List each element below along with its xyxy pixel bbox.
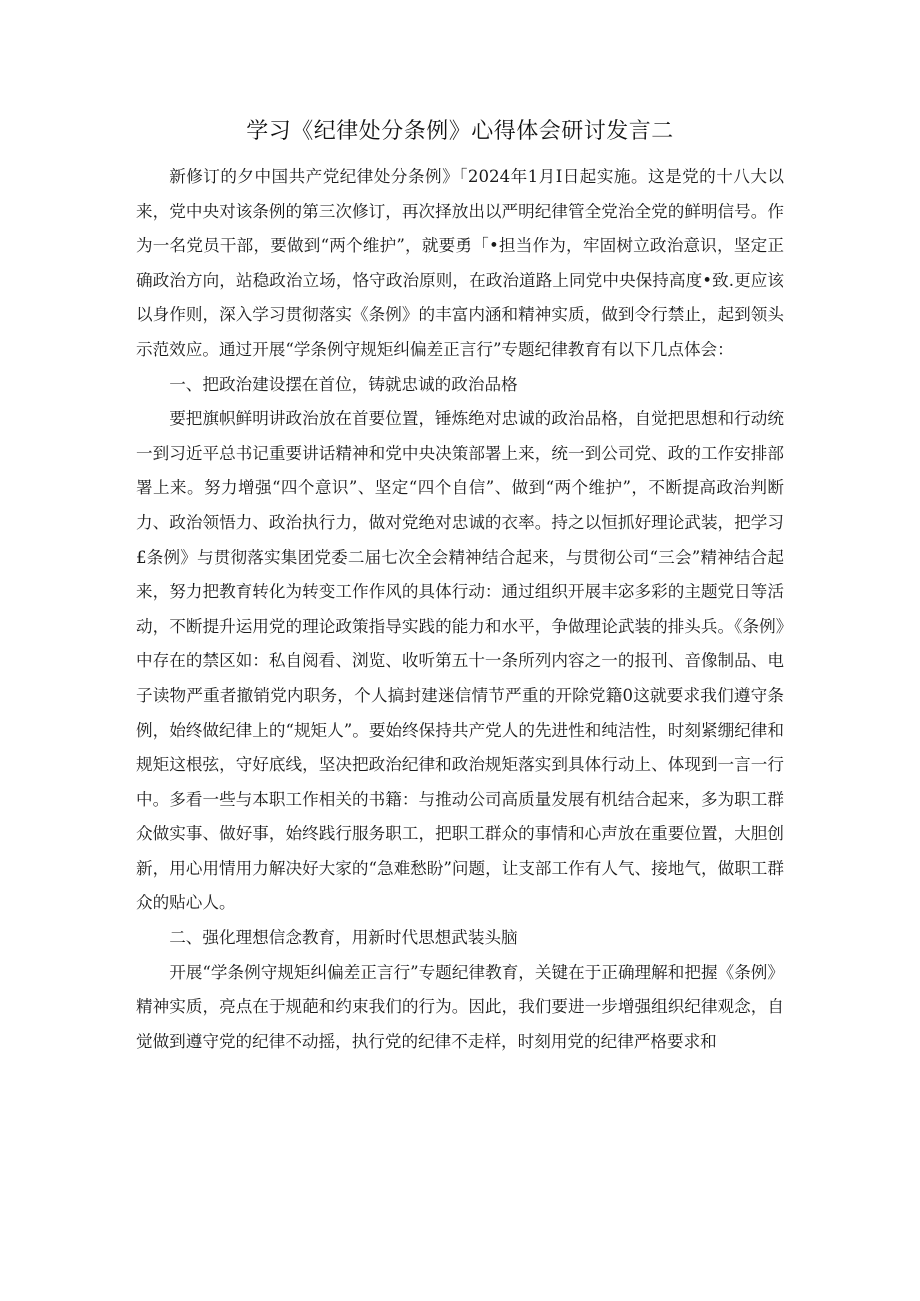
document-title: 学习《纪律处分条例》心得体会研讨发言二 xyxy=(246,119,674,144)
body-paragraph-section-2: 开展“学条例守规矩纠偏差正言行”专题纪律教育，关键在于正确理解和把握《条例》精神实质，亮点在于规葩和约束我们的行为。因此，我们要进一步增强组织纪律观念，自觉做到遵守党的纪律不动摇，执行党的纪律不走样，时刻用党的纪律严格要求和 xyxy=(136,962,784,1051)
body-paragraph-intro: 新修订的夕中国共产党纪律处分条例》「2024年1月I日起实施。这是党的十八大以来，党中央对该条例的第三次修订，再次择放出以严明纪律管全党治全党的鲜明信号。作为一名党员干部，要做到“两个维护”，就要勇「•担当作为，牢固树立政治意识，坚定正确政治方向，站稳政治立场，恪守政治原则，在政治道路上同党中央保持高度•致.更应该以身作则，深入学习贯彻落实《条例》的丰富内涵和精神实质，做到令行禁止，起到领头示范效应。通过开展“学条例守规矩纠偏差正言行”专题纪律教育有以下几点体会： xyxy=(136,167,784,359)
section-heading-2: 二、强化理想信念教育，用新时代思想武装头脑 xyxy=(169,928,518,948)
section-heading-1: 一、把政治建设摆在首位，铸就忠诚的政治品格 xyxy=(169,374,518,394)
body-paragraph-section-1: 要把旗帜鲜明讲政治放在首要位置，锤炼绝对忠诚的政治品格，自觉把思想和行动统一到习近平总书记重要讲话精神和党中央决策部署上来，统一到公司党、政的工作安排部署上来。努力增强“四个意识”、坚定“四个自信”、做到“两个维护”，不断提高政治判断力、政治领悟力、政治执行力，做对党绝对忠诚的衣率。持之以恒抓好理论武装，把学习£条例》与贯彻落实集团党委二届七次全会精神结合起来，与贯彻公司“三会”精神结合起来，努力把教育转化为转变工作作风的具体行动：通过组织开展丰宓多彩的主题党日等活动，不断提升运用党的理论政策指导实践的能力和水平，争做理论武装的排头兵。《条例》中存在的禁区如：私自阅看、浏览、收听第五十一条所列内容之一的报刊、音像制品、电子读物严重者撤销党内职务，个人搞封建迷信情节严重的开除党籍0这就要求我们遵守条例，始终做纪律上的“规矩人”。要始终保持共产党人的先进性和纯洁性，时刻紧绷纪律和规矩这根弦，守好底线，坚决把政治纪律和政治规矩落实到具体行动上、体现到一言一行中。多看一些与本职工作相关的书籍：与推动公司高质量发展有机结合起来，多为职工群众做实事、做好事，始终践行服务职工，把职工群众的事情和心声放在重要位置，大胆创新，用心用情用力解决好大家的“急难愁盼”问题，让支部工作有人气、接地气，做职工群众的贴心人。 xyxy=(136,409,784,913)
document-body xyxy=(136,160,784,1059)
